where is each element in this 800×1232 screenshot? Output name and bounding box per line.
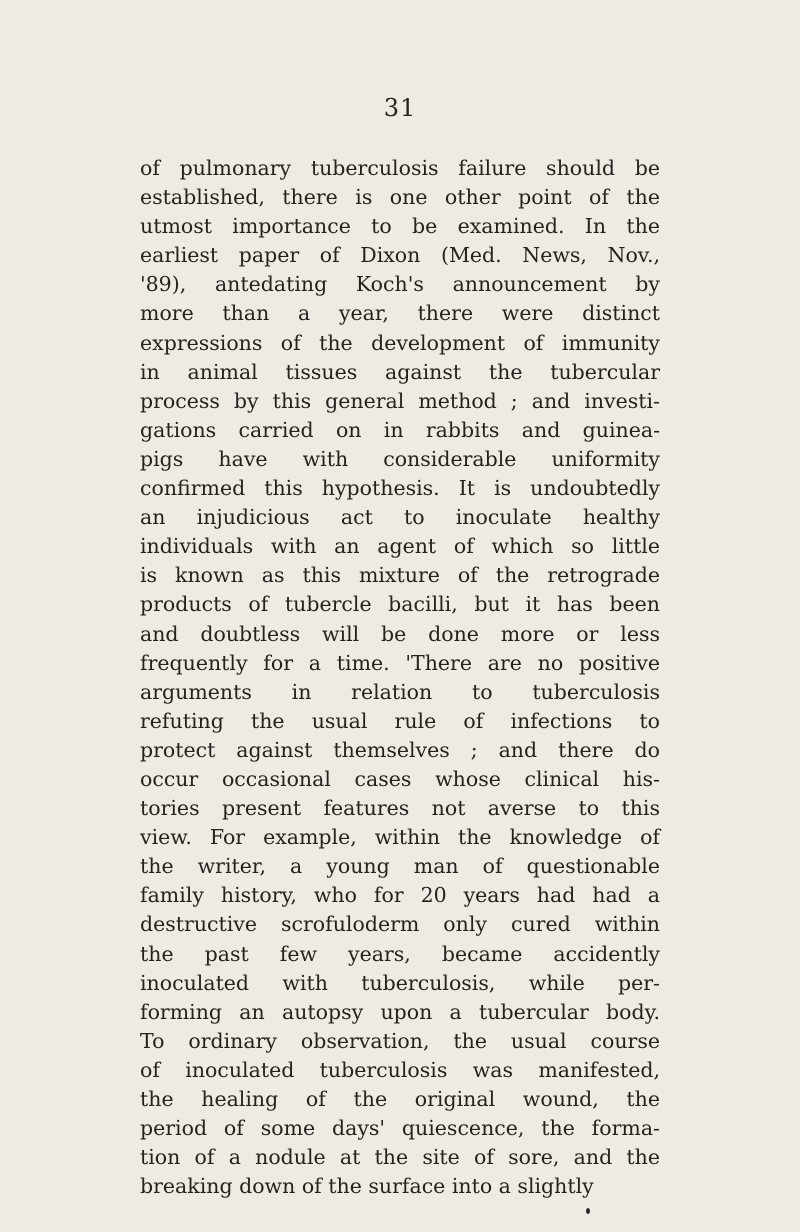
text-line: occur occasional cases whose clinical his- — [140, 766, 660, 791]
text-line: in animal tissues against the tubercular — [140, 359, 660, 384]
text-line: process by this general method ; and investi- — [140, 388, 660, 413]
text-line: inoculated with tuberculosis, while per- — [140, 970, 660, 995]
page-number: 31 — [383, 94, 417, 122]
text-line: products of tubercle bacilli, but it has been — [140, 592, 660, 617]
text-line: individuals with an agent of which so little — [140, 534, 660, 559]
text-line: and doubtless will be done more or less — [140, 621, 660, 646]
text-line: refuting the usual rule of infections to — [140, 708, 660, 733]
text-line: an injudicious act to inoculate healthy — [140, 505, 660, 530]
text-line: tion of a nodule at the site of sore, and the — [140, 1145, 660, 1170]
text-line: the past few years, became accidently — [140, 941, 660, 966]
text-line: To ordinary observation, the usual course — [140, 1028, 660, 1053]
body-text — [140, 154, 660, 1201]
text-line: confirmed this hypothesis. It is undoubtedly — [140, 476, 660, 501]
text-line: pigs have with considerable uniformity — [140, 446, 660, 471]
text-line: is known as this mixture of the retrograde — [140, 563, 660, 588]
text-line: arguments in relation to tuberculosis — [140, 679, 660, 704]
text-line: forming an autopsy upon a tubercular body. — [140, 999, 660, 1024]
text-line: family history, who for 20 years had had a — [140, 883, 660, 908]
text-line: the healing of the original wound, the — [140, 1087, 660, 1111]
text-line: of pulmonary tuberculosis failure should be — [140, 156, 660, 180]
text-line: breaking down of the surface into a slightly — [140, 1174, 594, 1199]
text-line: tories present features not averse to this — [140, 796, 660, 821]
text-line: view. For example, within the knowledge of — [140, 825, 660, 850]
text-line: destructive scrofuloderm only cured within — [140, 912, 660, 937]
text-line: '89), antedating Koch's announcement by — [140, 272, 660, 297]
text-line: protect against themselves ; and there do — [140, 737, 660, 762]
text-line: more than a year, there were distinct — [140, 301, 660, 326]
text-line: expressions of the development of immunity — [140, 330, 660, 355]
text-line: established, there is one other point of the — [140, 185, 660, 210]
text-line: utmost importance to be examined. In the — [140, 214, 660, 239]
text-line: of inoculated tuberculosis was manifested, — [140, 1057, 660, 1082]
text-line: gations carried on in rabbits and guinea- — [140, 417, 660, 442]
text-line: earliest paper of Dixon (Med. News, Nov., — [140, 243, 660, 268]
text-line: the writer, a young man of questionable — [140, 854, 660, 879]
ink-speck — [586, 1208, 590, 1214]
text-line: period of some days' quiescence, the forma- — [140, 1116, 660, 1141]
text-line: frequently for a time. 'There are no positive — [140, 650, 660, 675]
